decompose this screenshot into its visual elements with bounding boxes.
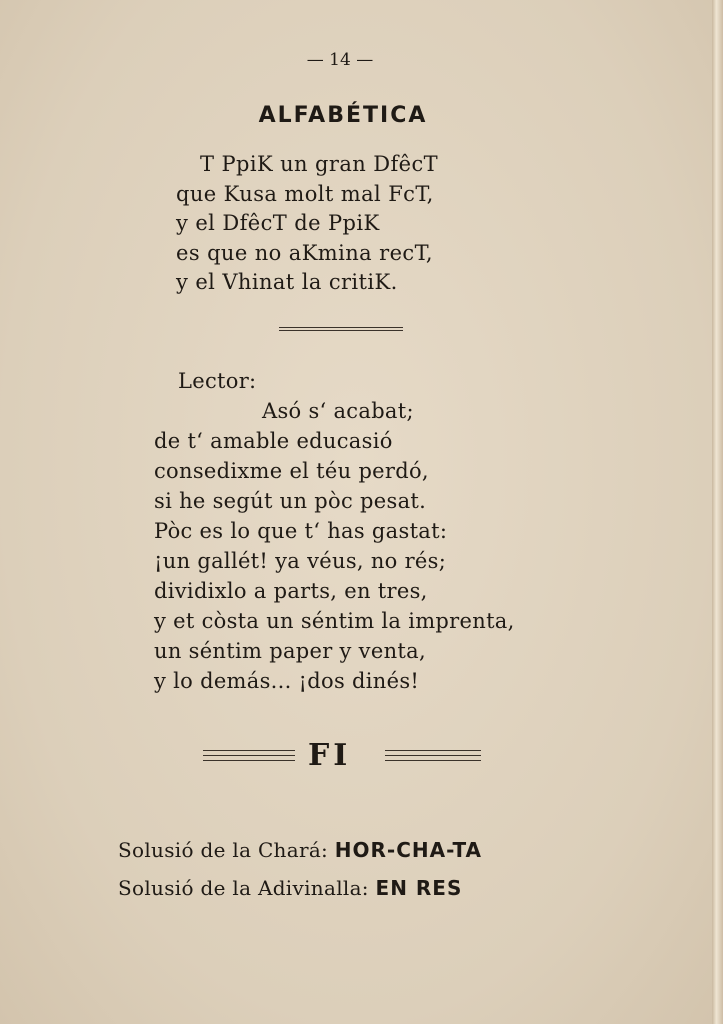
epilogue-greeting: Lector: bbox=[178, 369, 257, 393]
poem-line: y el DfêcT de PpiK bbox=[176, 211, 380, 235]
solution-label: Solusió de la Chará: bbox=[118, 838, 329, 862]
epilogue-line: de t‘ amable educasió bbox=[154, 429, 393, 453]
epilogue-line: un séntim paper y venta, bbox=[154, 639, 426, 663]
page-number: — 14 — bbox=[306, 50, 374, 70]
solution-answer: EN RES bbox=[375, 876, 463, 900]
end-mark bbox=[0, 738, 712, 778]
epilogue-line: Asó s‘ acabat; bbox=[262, 399, 414, 423]
solution-label: Solusió de la Adivinalla: bbox=[118, 876, 369, 900]
epilogue-line: ¡un gallét! ya véus, no rés; bbox=[154, 549, 447, 573]
epilogue-line: dividixlo a parts, en tres, bbox=[154, 579, 428, 603]
poem-line: es que no aKmina recT, bbox=[176, 240, 433, 265]
epilogue bbox=[154, 366, 515, 696]
epilogue-line: si he segút un pòc pesat. bbox=[154, 489, 427, 513]
section-divider bbox=[279, 327, 403, 331]
poem-line: T PpiK un gran DfêcT bbox=[200, 152, 439, 176]
solution-chara bbox=[118, 838, 482, 862]
poem bbox=[176, 150, 438, 298]
epilogue-line: Pòc es lo que t‘ has gastat: bbox=[154, 519, 448, 543]
epilogue-line: y lo demás... ¡dos dinés! bbox=[154, 669, 420, 693]
solution-adivinalla bbox=[118, 876, 462, 900]
ornament-left bbox=[203, 750, 295, 762]
poem-line: y el Vhinat la critiK. bbox=[176, 270, 398, 294]
epilogue-line: y et còsta un séntim la imprenta, bbox=[154, 609, 515, 633]
page-edge bbox=[712, 0, 723, 1024]
poem-line: que Kusa molt mal FcT, bbox=[176, 181, 434, 206]
poem-title: ALFABÉTICA bbox=[258, 103, 428, 128]
epilogue-line: consedixme el téu perdó, bbox=[154, 459, 429, 483]
end-word: FI bbox=[308, 738, 352, 773]
solution-answer: HOR-CHA-TA bbox=[334, 838, 483, 862]
ornament-right bbox=[385, 750, 481, 762]
